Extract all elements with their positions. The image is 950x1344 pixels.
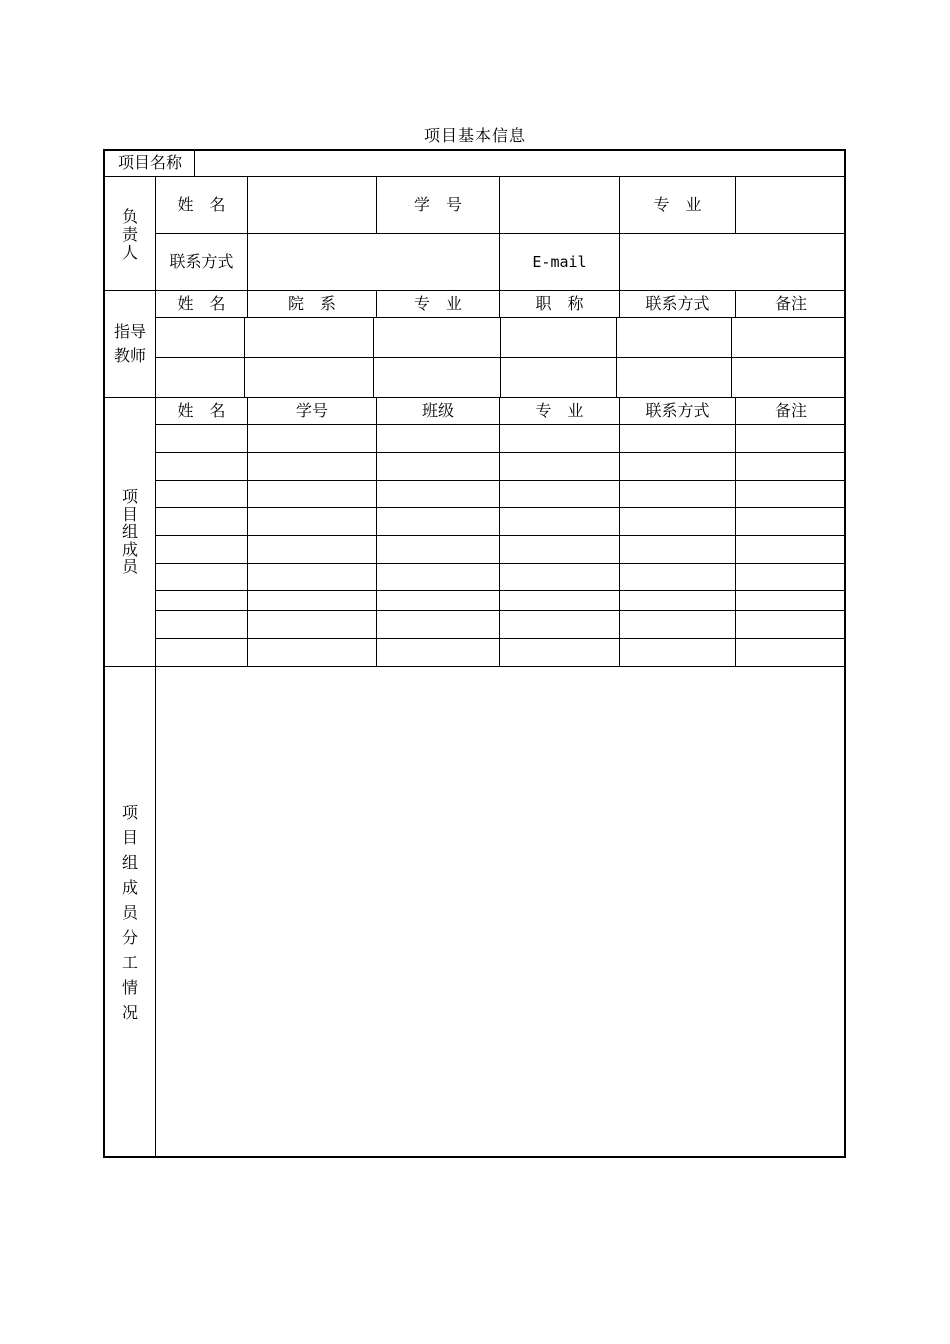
leader-contact-label: 联系方式 <box>169 252 234 271</box>
advisor-section-label: 指导 教师 <box>113 322 146 365</box>
advisor-row[interactable] <box>157 319 844 356</box>
members-header-name: 姓 名 <box>177 401 226 420</box>
leader-major-field[interactable] <box>737 178 844 232</box>
member-row[interactable] <box>157 612 844 637</box>
member-row[interactable] <box>157 537 844 562</box>
members-header-student-id: 学号 <box>295 401 328 420</box>
members-header-notes: 备注 <box>774 401 807 420</box>
division-section-label: 项 目 组 成 员 分 工 情 况 <box>121 803 138 1022</box>
leader-major-label: 专 业 <box>653 195 702 214</box>
advisor-header-notes: 备注 <box>774 294 807 313</box>
project-name-label: 项目名称 <box>117 153 182 172</box>
member-row[interactable] <box>157 482 844 506</box>
member-row[interactable] <box>157 565 844 589</box>
leader-student-id-field[interactable] <box>501 178 618 232</box>
members-header-major: 专 业 <box>535 401 584 420</box>
page-title: 项目基本信息 <box>423 126 526 145</box>
member-row[interactable] <box>157 640 844 665</box>
leader-contact-field[interactable] <box>249 235 498 289</box>
members-header-contact: 联系方式 <box>645 401 710 420</box>
leader-name-label: 姓 名 <box>177 195 226 214</box>
advisor-row[interactable] <box>157 359 844 396</box>
members-section-label: 项 目 组 成 员 <box>121 487 138 576</box>
advisor-header-major: 专 业 <box>413 294 462 313</box>
leader-email-field[interactable] <box>621 235 844 289</box>
leader-email-label: E-mail <box>532 253 587 271</box>
member-row[interactable] <box>157 426 844 451</box>
advisor-header-title: 职 称 <box>535 294 584 313</box>
advisor-header-contact: 联系方式 <box>645 294 710 313</box>
advisor-header-name: 姓 名 <box>177 294 226 313</box>
member-row[interactable] <box>157 454 844 479</box>
leader-student-id-label: 学 号 <box>413 195 462 214</box>
member-row[interactable] <box>157 592 844 609</box>
leader-section-label: 负 责 人 <box>121 207 138 262</box>
division-content-area[interactable] <box>158 669 844 1155</box>
advisor-header-department: 院 系 <box>287 294 336 313</box>
leader-name-field[interactable] <box>249 178 375 232</box>
project-name-field[interactable] <box>196 151 844 176</box>
member-row[interactable] <box>157 509 844 534</box>
members-header-class: 班级 <box>421 401 454 420</box>
